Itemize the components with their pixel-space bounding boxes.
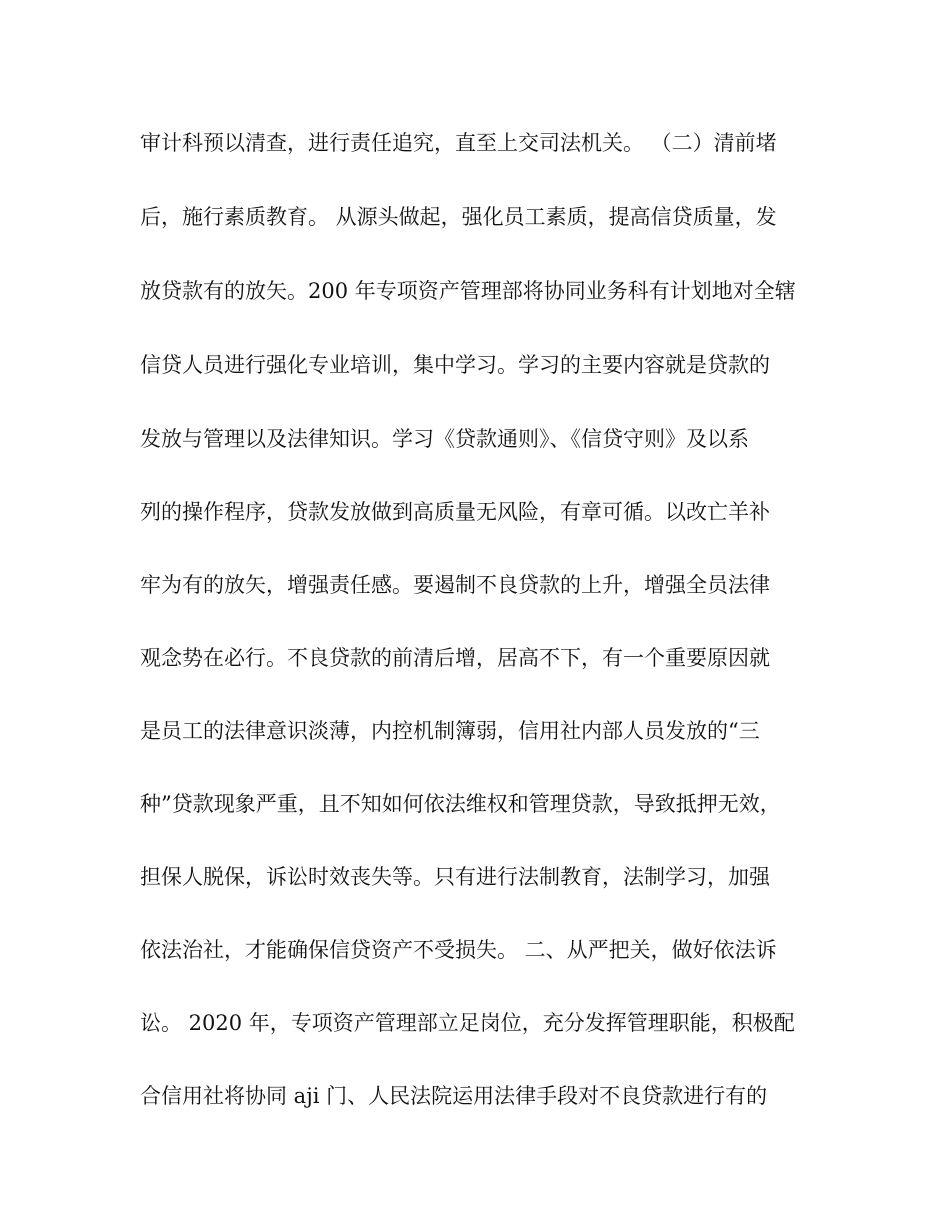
text-line: 发放与管理以及法律知识。学习《贷款通则》、《信贷守则》及以系 bbox=[140, 427, 749, 451]
text-line: 种”贷款现象严重，且不知如何依法维权和管理贷款，导致抵押无效， bbox=[140, 792, 781, 816]
text-line: 依法治社，才能确保信贷资产不受损失。 二、从严把关，做好依法诉 bbox=[140, 938, 777, 962]
text-line: 合信用社将协同 aji 门、人民法院运用法律手段对不良贷款进行有的 bbox=[140, 1084, 768, 1108]
text-line: 是员工的法律意识淡薄，内控机制簿弱，信用社内部人员发放的“三 bbox=[140, 719, 760, 743]
text-line: 牢为有的放矢，增强责任感。要遏制不良贷款的上升，增强全员法律 bbox=[140, 573, 770, 597]
text-line: 列的操作程序，贷款发放做到高质量无风险，有章可循。以改亡羊补 bbox=[140, 500, 770, 524]
text-line: 后，施行素质教育。 从源头做起，强化员工素质，提高信贷质量，发 bbox=[140, 205, 777, 229]
text-line: 放贷款有的放矢。200 年专项资产管理部将协同业务科有计划地对全辖 bbox=[140, 279, 796, 303]
text-line: 讼。 2020 年，专项资产管理部立足岗位，充分发挥管理职能，积极配 bbox=[140, 1011, 795, 1035]
text-line: 信贷人员进行强化专业培训，集中学习。学习的主要内容就是贷款的 bbox=[140, 353, 770, 377]
text-line: 审计科预以清查，进行责任追究，直至上交司法机关。 （二）清前堵 bbox=[140, 131, 777, 155]
text-line: 观念势在必行。不良贷款的前清后增，居高不下，有一个重要原因就 bbox=[140, 646, 770, 670]
text-line: 担保人脱保，诉讼时效丧失等。只有进行法制教育，法制学习，加强 bbox=[140, 865, 770, 889]
